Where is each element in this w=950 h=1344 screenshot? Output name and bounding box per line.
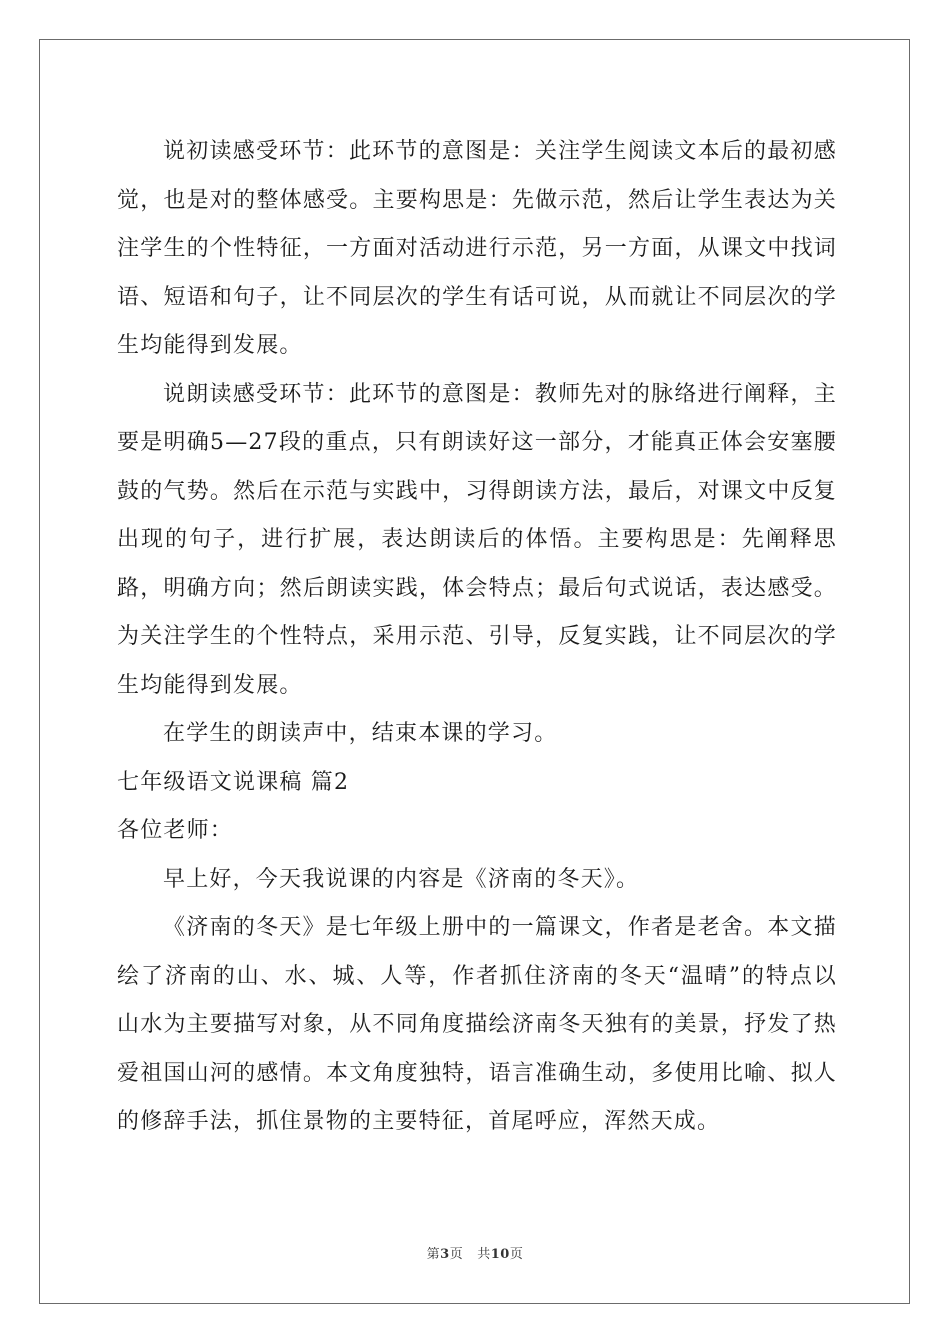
salutation: 各位老师： (117, 818, 234, 843)
paragraph-closing: 在学生的朗读声中，结束本课的学习。 (163, 721, 558, 746)
paragraph-greeting: 早上好，今天我说课的内容是《济南的冬天》。 (163, 866, 640, 892)
footer-page-prefix: 第 (426, 1247, 441, 1262)
paragraph-initial-reading: 说初读感受环节：此环节的意图是：关注学生阅读文本后的最初感觉，也是对的整体感受。主要构思是：先做示范，然后让学生表达为关注学生的个性特征，一方面对活动进行示范，另一方面，从课文中找词语、短语和句子，让不同层次的学生有话可说，从而就让不同层次的学生均能得到发展。 (117, 139, 837, 358)
document-body (117, 128, 837, 1147)
footer-total-prefix: 共 (477, 1247, 491, 1262)
footer-page-number: 3 (440, 1247, 450, 1262)
footer-total-pages: 10 (490, 1247, 510, 1262)
footer-total-suffix: 页 (509, 1247, 524, 1262)
footer-page-suffix: 页 (449, 1247, 464, 1262)
page-footer (0, 1246, 950, 1264)
paragraph-text-analysis: 《济南的冬天》是七年级上册中的一篇课文，作者是老舍。本文描绘了济南的山、水、城、人等，作者抓住济南的冬天“温晴”的特点以山水为主要描写对象，从不同角度描绘济南冬天独有的美景，抒发了热爱祖国山河的感情。本文角度独特，语言准确生动，多使用比喻、拟人的修辞手法，抓住景物的主要特征，首尾呼应，浑然天成。 (117, 915, 837, 1134)
paragraph-reading-aloud: 说朗读感受环节：此环节的意图是：教师先对的脉络进行阐释，主要是明确5—27段的重点，只有朗读好这一部分，才能真正体会安塞腰鼓的气势。然后在示范与实践中，习得朗读方法，最后，对课文中反复出现的句子，进行扩展，表达朗读后的体悟。主要构思是：先阐释思路，明确方向；然后朗读实践，体会特点；最后句式说话，表达感受。为关注学生的个性特点，采用示范、引导，反复实践，让不同层次的学生均能得到发展。 (117, 381, 837, 698)
section-heading: 七年级语文说课稿 篇2 (117, 769, 350, 795)
